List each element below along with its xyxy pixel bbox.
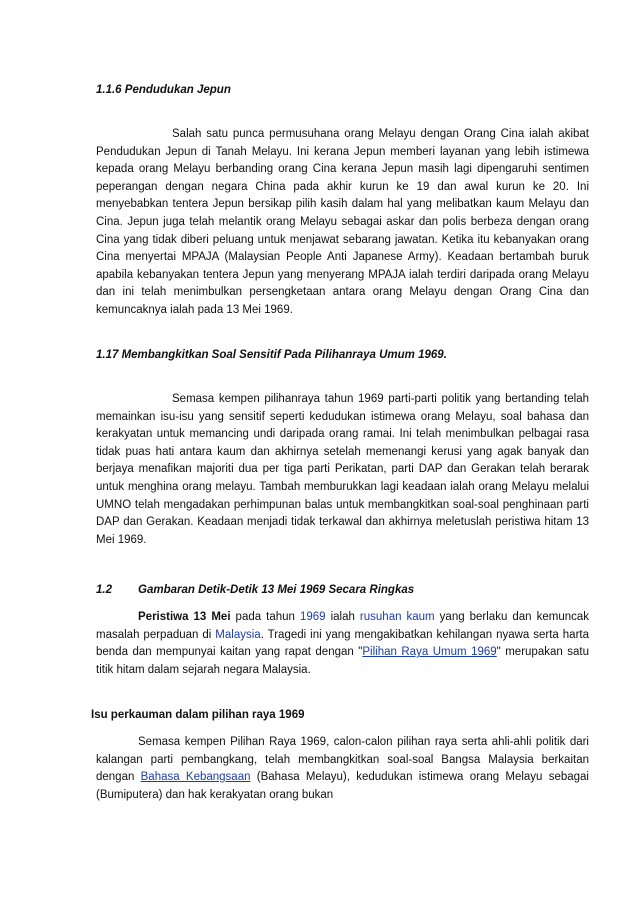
section-heading-1-1-6: 1.1.6 Pendudukan Jepun xyxy=(96,84,231,96)
section-number-1-2: 1.2 xyxy=(96,584,112,596)
text-run: . Tragedi ini yang mengakibatkan kehilangan nyawa serta harta benda dan mempunyai kaitan yang rapat dengan " xyxy=(96,628,590,659)
paragraph-peristiwa xyxy=(96,609,589,679)
text-run: ialah xyxy=(325,611,360,623)
link-pilihan-raya-umum-1969[interactable]: Pilihan Raya Umum 1969 xyxy=(362,646,497,659)
paragraph-pendudukan-jepun xyxy=(96,126,589,320)
paragraph-text: Salah satu punca permusuhana orang Melayu dengan Orang Cina ialah akibat Pendudukan Jepun di Tanah Melayu. Ini kerana Jepun memberi layanan yang lebih istimewa kepada orang Melayu berbanding orang Cina kerana Jepun masih lagi dipengaruhi sentimen peperangan dengan negara China pada akhir kurun ke 19 dan awal kurun ke 20. Ini menyebabkan tentera Jepun bersikap pilih kasih dalam hal yang melibatkan kaum Melayu dan Cina. Jepun juga telah melantik orang Melayu sebagai askar dan polis berbeza dengan orang Cina yang tidak diberi peluang untuk menjawat sebarang jawatan. Ketika itu kebanyakan orang Cina menyertai MPAJA (Malaysian People Anti Japanese Army). Keadaan bertambah buruk apabila kebanyakan tentera Jepun yang menyerang MPAJA ialah terdiri daripada orang Melayu dan ini telah menimbulkan persengketaan antara orang Melayu dengan Orang Cina dan kemuncaknya ialah pada 13 Mei 1969. xyxy=(96,128,589,316)
text-run: pada tahun xyxy=(230,611,300,623)
link-malaysia[interactable]: Malaysia xyxy=(215,628,261,641)
link-1969[interactable]: 1969 xyxy=(299,611,326,623)
link-bahasa-kebangsaan[interactable]: Bahasa Kebangsaan xyxy=(140,771,251,784)
text-run: (Bahasa Melayu), kedudukan istimewa orang Melayu sebagai (Bumiputera) dan hak kerakyatan orang bukan xyxy=(96,771,589,801)
section-heading-1-17: 1.17 Membangkitkan Soal Sensitif Pada Pilihanraya Umum 1969. xyxy=(96,349,447,361)
paragraph-text: Semasa kempen pilihanraya tahun 1969 parti-parti politik yang bertanding telah memainkan isu-isu yang sensitif seperti kedudukan istimewa orang Melayu, soal bahasa dan kerakyatan untuk memancing undi daripada orang ramai. Ini telah menimbulkan pelbagai rasa tidak puas hati antara kaum dan akhirnya setelah memenangi kerusi yang agak banyak dan berjaya menafikan majoriti dua per tiga parti Perikatan, parti DAP dan Gerakan telah berarak untuk menghina orang melayu. Tambah memburukkan lagi keadaan ialah orang Melayu melalui UMNO telah mengadakan perhimpunan balas untuk membangkitkan soal-soal penghinaan parti DAP dan Gerakan. Keadaan menjadi tidak terkawal dan akhirnya meletuslah peristiwa hitam 13 Mei 1969. xyxy=(96,393,589,546)
section-heading-1-2: Gambaran Detik-Detik 13 Mei 1969 Secara Ringkas xyxy=(138,584,415,596)
text-run: " merupakan satu titik hitam dalam sejarah negara Malaysia. xyxy=(96,646,589,676)
text-run: Semasa kempen Pilihan Raya 1969, calon-calon pilihan raya serta ahli-ahli politik dari kalangan parti pembangkang, telah membangkitkan soal-soal Bangsa Malaysia berkaitan dengan xyxy=(96,736,589,784)
paragraph-pilihanraya xyxy=(96,391,589,549)
paragraph-isu-perkauman xyxy=(96,734,589,804)
text-run: yang berlaku dan kemuncak masalah perpaduan di xyxy=(96,611,590,641)
subheading-isu-perkauman: Isu perkauman dalam pilihan raya 1969 xyxy=(91,709,305,721)
link-rusuhan-kaum[interactable]: rusuhan kaum xyxy=(359,611,435,623)
bold-term: Peristiwa 13 Mei xyxy=(138,611,231,623)
